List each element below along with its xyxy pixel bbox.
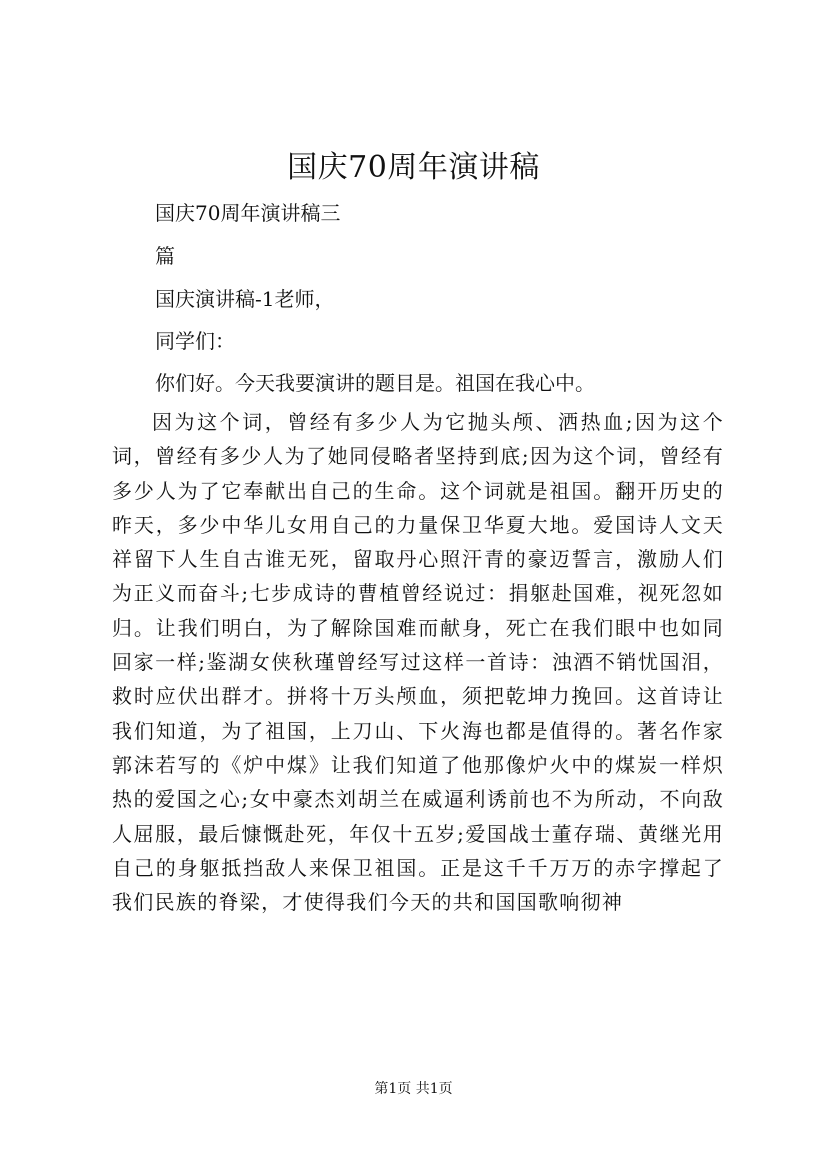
salutation-line: 国庆演讲稿-1老师， bbox=[155, 287, 335, 311]
body-paragraph: 因为这个词，曾经有多少人为它抛头颅、洒热血;因为这个词，曾经有多少人为了她同侵略者坚持到底;因为这个词，曾经有多少人为了它奉献出自己的生命。这个词就是祖国。翻开历史的昨天，多少中华儿女用自己的力量保卫华夏大地。爱国诗人文天祥留下人生自古谁无死，留取丹心照汗青的豪迈誓言，激励人们为正义而奋斗;七步成诗的曹植曾经说过：捐躯赴国难，视死忽如归。让我们明白，为了解除国难而献身，死亡在我们眼中也如同回家一样;鉴湖女侠秋瑾曾经写过这样一首诗：浊酒不销忧国泪，救时应伏出群才。拼将十万头颅血，须把乾坤力挽回。这首诗让我们知道，为了祖国，上刀山、下火海也都是值得的。著名作家郭沫若写的《炉中煤》让我们知道了他那像炉火中的煤炭一样炽热的爱国之心;女中豪杰刘胡兰在威逼利诱前也不为所动，不向敌人屈服，最后慷慨赴死，年仅十五岁;爱国战士董存瑞、黄继光用自己的身躯抵挡敌人来保卫祖国。正是这千千万万的赤字撑起了我们民族的脊梁，才使得我们今天的共和国国歌响彻神 bbox=[112, 410, 724, 915]
greeting-line: 同学们： bbox=[155, 329, 235, 353]
subtitle-line: 国庆70周年演讲稿三 bbox=[155, 201, 341, 225]
intro-line: 你们好。今天我要演讲的题目是。祖国在我心中。 bbox=[155, 371, 595, 395]
document-title: 国庆70周年演讲稿 bbox=[287, 150, 540, 185]
subtitle-continuation: 篇 bbox=[155, 244, 175, 268]
page-footer: 第1页 共1页 bbox=[374, 1081, 453, 1097]
